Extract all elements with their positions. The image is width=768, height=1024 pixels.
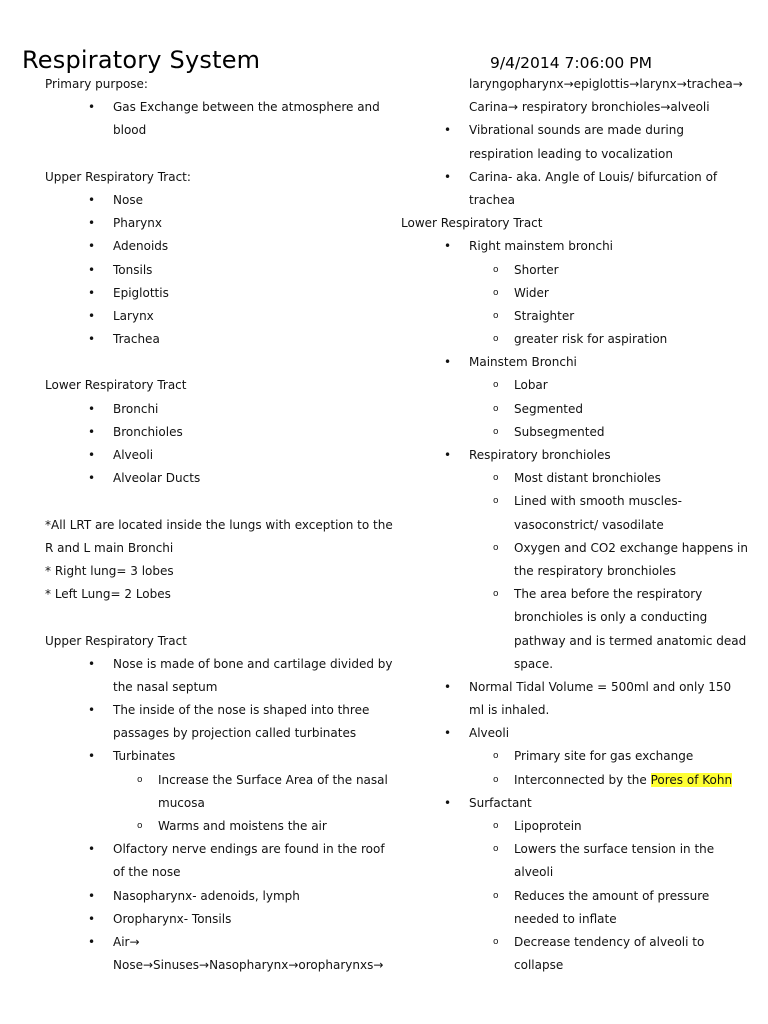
- text-line: [45, 119, 390, 142]
- text-line: [45, 73, 390, 96]
- list-item: [401, 815, 746, 838]
- list-item: [401, 328, 746, 351]
- list-item: [401, 745, 746, 768]
- list-item: [45, 653, 393, 676]
- text-line: [401, 143, 746, 166]
- line-text: Decrease tendency of alveoli to: [514, 934, 705, 949]
- line-text: Larynx: [113, 308, 154, 323]
- text-line: [45, 514, 393, 537]
- line-text: Trachea: [113, 332, 160, 347]
- line-text: ml is inhaled.: [469, 703, 550, 718]
- line-text: vasoconstrict/ vasodilate: [514, 517, 664, 532]
- blank-line: [45, 351, 390, 374]
- line-text: Oxygen and CO2 exchange happens in: [514, 540, 748, 555]
- list-item: [401, 467, 746, 490]
- text-line: [401, 908, 746, 931]
- line-text: needed to inflate: [514, 911, 617, 926]
- line-text: Straighter: [514, 308, 575, 323]
- list-item: [45, 235, 390, 258]
- line-text: Reduces the amount of pressure: [514, 888, 710, 903]
- list-item: [401, 235, 746, 258]
- list-item: [401, 490, 746, 513]
- list-item: [45, 421, 390, 444]
- text-line: [401, 514, 746, 537]
- line-text: Turbinates: [113, 749, 176, 764]
- text-line: [45, 676, 390, 699]
- text-line: [401, 954, 746, 977]
- list-item: [401, 398, 746, 421]
- line-text: Tonsils: [113, 262, 153, 277]
- line-text: Right mainstem bronchi: [469, 239, 614, 254]
- list-item: [45, 885, 390, 908]
- line-text: Lowers the surface tension in the: [514, 842, 715, 857]
- blank-line: [45, 606, 390, 629]
- line-text: Mainstem Bronchi: [469, 355, 577, 370]
- list-item: [401, 769, 746, 792]
- line-text: space.: [514, 656, 554, 671]
- line-text: blood: [113, 123, 147, 138]
- text-line: [45, 374, 390, 397]
- left-column: [45, 73, 393, 977]
- text-line: [45, 537, 390, 560]
- list-item: [45, 212, 390, 235]
- list-item: [401, 722, 746, 745]
- list-item: [45, 908, 390, 931]
- line-text: Primary purpose:: [45, 77, 148, 91]
- line-text: Lined with smooth muscles-: [514, 494, 682, 509]
- list-item: [401, 792, 746, 815]
- line-text: Primary site for gas exchange: [514, 749, 694, 764]
- line-text: Bronchioles: [113, 424, 183, 439]
- line-text: Lipoprotein: [514, 819, 582, 833]
- timestamp: 9/4/2014 7:06:00 PM: [490, 54, 652, 72]
- list-item: [401, 374, 746, 397]
- line-text: Lobar: [514, 378, 548, 393]
- text-line: [45, 560, 390, 583]
- list-item: [401, 583, 746, 606]
- line-text: Alveolar Ducts: [113, 471, 201, 486]
- list-item: [401, 444, 746, 467]
- line-text: mucosa: [158, 795, 205, 810]
- right-column: [401, 73, 746, 977]
- text-line: [401, 699, 746, 722]
- list-item: [401, 537, 746, 560]
- list-item: [45, 189, 390, 212]
- line-text: Surfactant: [469, 795, 532, 810]
- list-item: [401, 166, 746, 189]
- text-line: [401, 212, 746, 235]
- line-text: Carina→ respiratory bronchioles→alveoli: [469, 100, 710, 115]
- list-item: [401, 421, 746, 444]
- text-line: [45, 792, 390, 815]
- text-line: [401, 653, 746, 676]
- list-item: [45, 745, 390, 768]
- text-line: [45, 722, 390, 745]
- list-item: [45, 96, 390, 119]
- line-text: The area before the respiratory: [514, 587, 703, 602]
- line-text: Pharynx: [113, 216, 162, 231]
- line-text: alveoli: [514, 865, 554, 880]
- list-item: [45, 838, 390, 861]
- line-text: Interconnected by the: [514, 772, 651, 787]
- line-text: Adenoids: [113, 239, 169, 254]
- line-text: collapse: [514, 958, 564, 973]
- text-line: [401, 189, 746, 212]
- text-line: [401, 606, 746, 629]
- line-text: the respiratory bronchioles: [514, 563, 677, 578]
- line-text: Alveoli: [469, 726, 510, 741]
- line-text: Wider: [514, 285, 549, 300]
- list-item: [401, 282, 746, 305]
- line-text: Upper Respiratory Tract:: [45, 169, 191, 184]
- line-text: Oropharynx- Tonsils: [113, 911, 232, 926]
- text-line: [45, 166, 390, 189]
- line-text: Alveoli: [113, 448, 154, 462]
- list-item: [45, 815, 390, 838]
- line-text: Subsegmented: [514, 424, 605, 439]
- text-line: [401, 630, 746, 653]
- list-item: [401, 259, 746, 282]
- text-line: [401, 96, 746, 119]
- line-text: bronchioles is only a conducting: [514, 610, 708, 625]
- line-text: of the nose: [113, 865, 181, 880]
- line-text: Respiratory bronchioles: [469, 448, 611, 462]
- highlighted-text: Pores of Kohn: [650, 772, 733, 787]
- line-text: Lower Respiratory Tract: [401, 216, 543, 231]
- blank-line: [45, 490, 390, 513]
- page-title: Respiratory System: [22, 46, 261, 74]
- line-text: Upper Respiratory Tract: [45, 633, 187, 648]
- list-item: [401, 305, 746, 328]
- line-text: Warms and moistens the air: [158, 819, 327, 833]
- list-item: [401, 676, 746, 699]
- line-text: Air→: [113, 934, 140, 949]
- line-text: pathway and is termed anatomic dead: [514, 633, 747, 648]
- line-text: Bronchi: [113, 401, 159, 416]
- line-text: Epiglottis: [113, 285, 169, 300]
- line-text: Nose: [113, 192, 143, 207]
- line-text: Increase the Surface Area of the nasal: [158, 772, 388, 787]
- line-text: respiration leading to vocalization: [469, 146, 673, 161]
- list-item: [401, 119, 746, 142]
- line-text: Segmented: [514, 401, 583, 416]
- line-text: trachea: [469, 192, 515, 207]
- line-text: * Left Lung= 2 Lobes: [45, 587, 171, 602]
- list-item: [401, 351, 746, 374]
- line-text: The inside of the nose is shaped into three: [113, 703, 370, 718]
- line-text: R and L main Bronchi: [45, 540, 174, 555]
- line-text: Nose is made of bone and cartilage divided by: [113, 656, 393, 671]
- line-text: * Right lung= 3 lobes: [45, 563, 174, 578]
- text-line: [401, 861, 746, 884]
- list-item: [45, 769, 390, 792]
- line-text: Normal Tidal Volume = 500ml and only 150: [469, 679, 732, 694]
- line-text: Nasopharynx- adenoids, lymph: [113, 888, 300, 903]
- line-text: the nasal septum: [113, 679, 218, 694]
- list-item: [45, 328, 390, 351]
- list-item: [45, 259, 390, 282]
- text-line: [45, 861, 390, 884]
- line-text: Lower Respiratory Tract: [45, 378, 187, 393]
- line-text: greater risk for aspiration: [514, 332, 668, 347]
- list-item: [45, 398, 390, 421]
- line-text: Carina- aka. Angle of Louis/ bifurcation of: [469, 169, 718, 184]
- text-line: [401, 560, 746, 583]
- list-item: [45, 467, 390, 490]
- list-item: [401, 838, 746, 861]
- line-text: *All LRT are located inside the lungs with exception to the: [45, 517, 393, 532]
- blank-line: [45, 143, 390, 166]
- line-text: Most distant bronchioles: [514, 471, 661, 486]
- list-item: [45, 444, 390, 467]
- list-item: [45, 699, 390, 722]
- line-text: passages by projection called turbinates: [113, 726, 357, 741]
- line-text: Gas Exchange between the atmosphere and: [113, 100, 380, 115]
- list-item: [401, 931, 746, 954]
- text-line: [401, 73, 746, 96]
- line-text: Shorter: [514, 262, 559, 277]
- text-line: [45, 630, 390, 653]
- list-item: [45, 282, 390, 305]
- list-item: [45, 305, 390, 328]
- text-line: [45, 583, 390, 606]
- text-line: [45, 954, 390, 977]
- line-text: laryngopharynx→epiglottis→larynx→trachea→: [469, 77, 743, 91]
- line-text: Nose→Sinuses→Nasopharynx→oropharynxs→: [113, 958, 384, 973]
- line-text: Olfactory nerve endings are found in the roof: [113, 842, 385, 857]
- list-item: [401, 885, 746, 908]
- list-item: [45, 931, 390, 954]
- line-text: Vibrational sounds are made during: [469, 123, 684, 138]
